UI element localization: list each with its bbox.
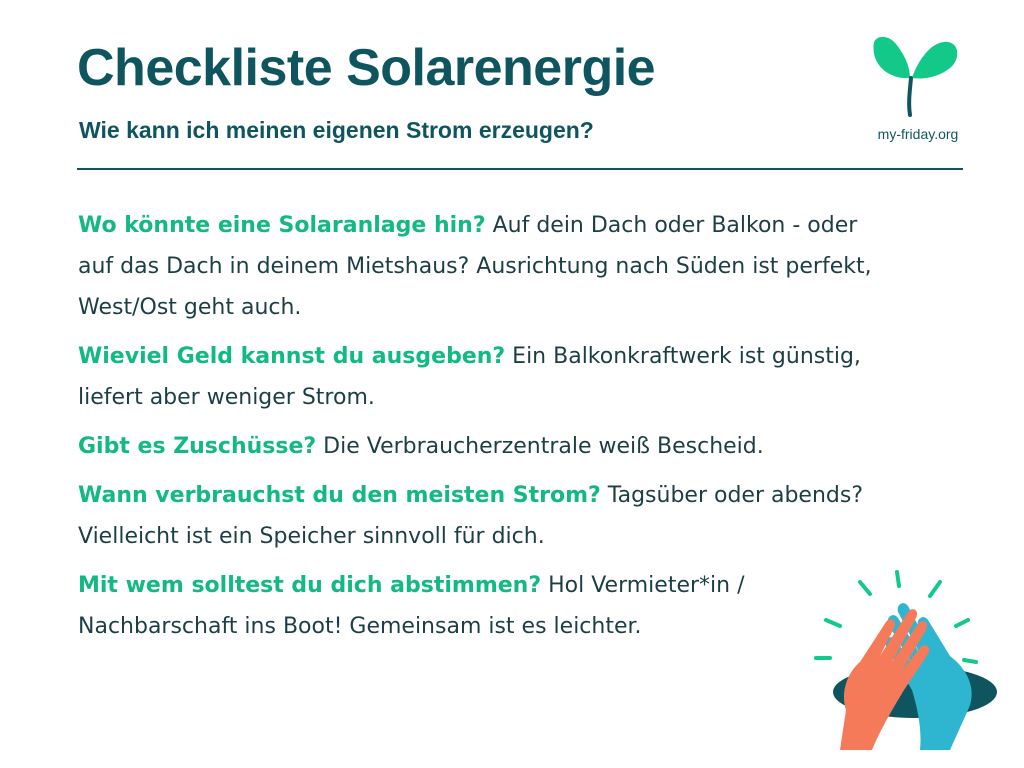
item-question: Mit wem solltest du dich abstimmen?: [78, 573, 542, 598]
item-answer: Ein Balkonkraftwerk ist günstig, liefert aber weniger Strom.: [78, 344, 861, 410]
list-item: [78, 426, 878, 467]
item-answer: Die Verbraucherzentrale weiß Bescheid.: [316, 434, 764, 459]
item-question: Gibt es Zuschüsse?: [78, 434, 317, 459]
list-item: [78, 475, 878, 557]
item-answer: Auf dein Dach oder Balkon - oder auf das Dach in deinem Mietshaus? Ausrichtung nach Süden ist perfekt, West/Ost geht auch.: [78, 213, 872, 320]
list-item: [78, 565, 878, 647]
sprout-icon: [860, 30, 970, 130]
item-answer: Hol Vermieter*in / Nachbarschaft ins Boot! Gemeinsam ist es leichter.: [78, 573, 745, 639]
high-five-icon: [800, 560, 1000, 760]
item-question: Wieviel Geld kannst du ausgeben?: [78, 344, 506, 369]
page-title: Checkliste Solarenergie: [77, 39, 656, 97]
list-item: [78, 336, 878, 418]
page-subtitle: Wie kann ich meinen eigenen Strom erzeugen?: [79, 117, 594, 143]
logo: [860, 30, 970, 150]
logo-text: my-friday.org: [877, 126, 959, 142]
list-item: [78, 205, 878, 328]
item-answer: Tagsüber oder abends? Vielleicht ist ein Speicher sinnvoll für dich.: [78, 483, 864, 549]
item-question: Wann verbrauchst du den meisten Strom?: [78, 483, 601, 508]
checklist: [78, 205, 878, 655]
divider: [77, 168, 963, 170]
item-question: Wo könnte eine Solaranlage hin?: [78, 213, 486, 238]
